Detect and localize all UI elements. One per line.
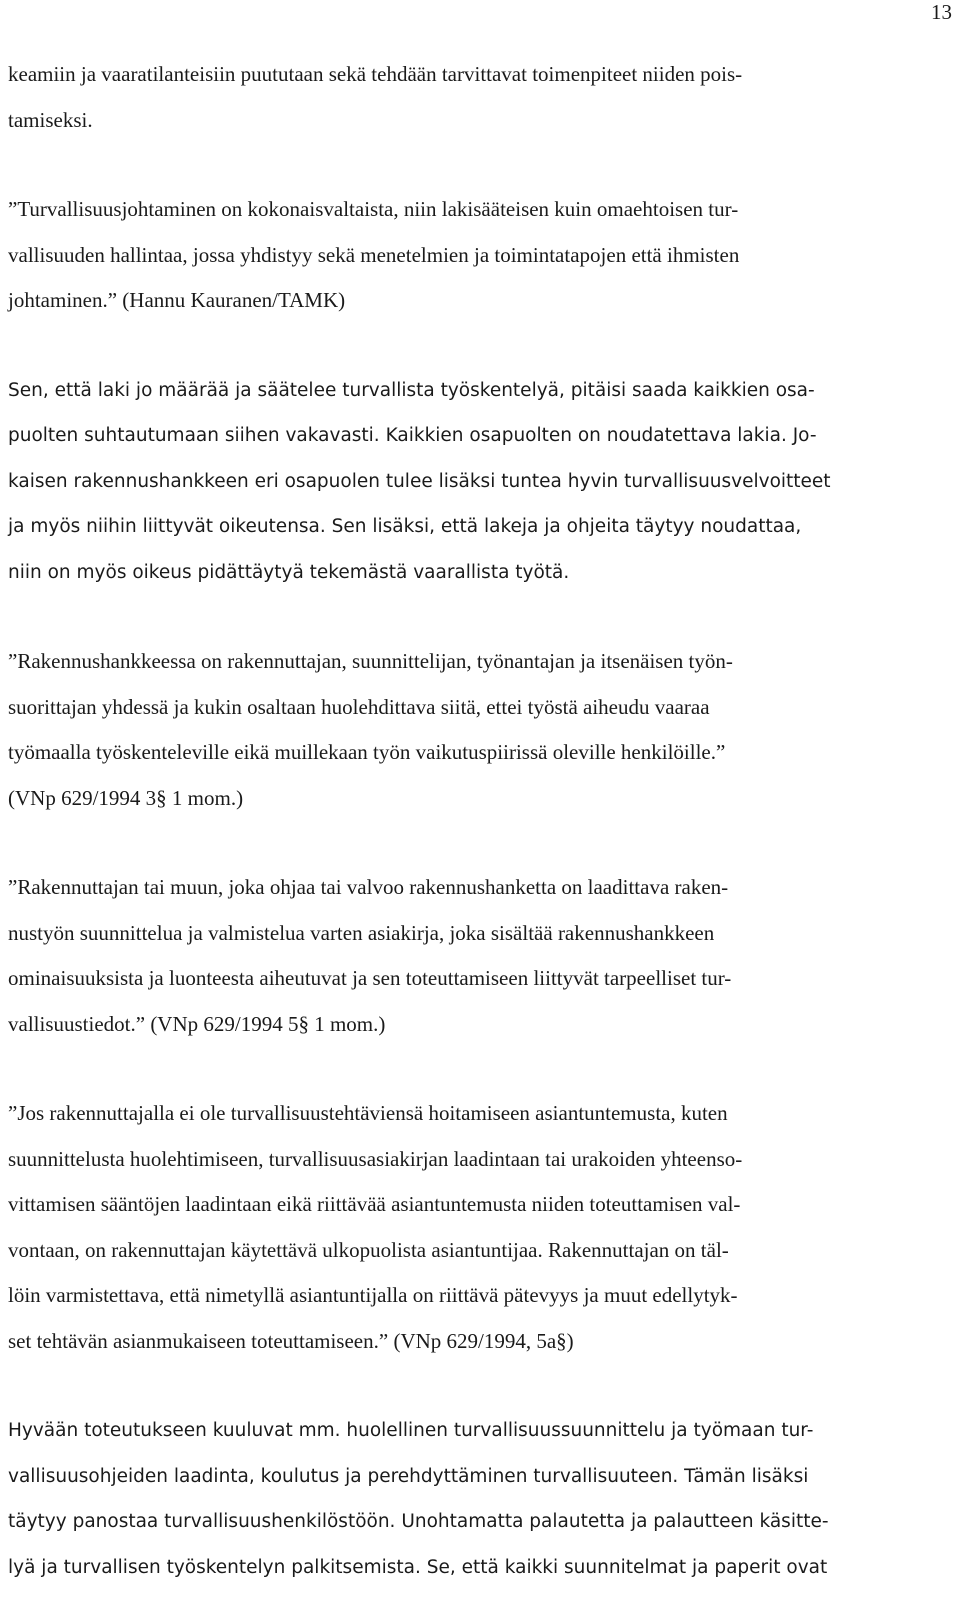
text-line: vontaan, on rakennuttajan käytettävä ulkopuolista asiantuntijaa. Rakennuttajan on täl-	[8, 1237, 729, 1262]
paragraph-good-implementation	[8, 1408, 924, 1590]
text-line: Hyvään toteutukseen kuuluvat mm. huolellinen turvallisuussuunnittelu ja työmaan tur-	[8, 1420, 814, 1441]
text-line: suunnittelusta huolehtimiseen, turvallisuusasiakirjan laadintaan tai urakoiden yhteenso-	[8, 1146, 743, 1171]
quote-paragraph-vnp-5a	[8, 1091, 924, 1364]
text-line: puolten suhtautumaan siihen vakavasti. Kaikkien osapuolten on noudatettava lakia. Jo-	[8, 425, 817, 446]
quote-paragraph-safety-management	[8, 187, 924, 324]
page-number: 13	[931, 0, 952, 24]
text-line: kaisen rakennushankkeen eri osapuolen tulee lisäksi tuntea hyvin turvallisuusvelvoitteet	[8, 470, 831, 492]
text-line: vallisuusohjeiden laadinta, koulutus ja perehdyttäminen turvallisuuteen. Tämän lisäksi	[8, 1465, 809, 1487]
text-line: ”Turvallisuusjohtaminen on kokonaisvaltaista, niin lakisääteisen kuin omaehtoisen tur-	[8, 197, 739, 221]
text-line: täytyy panostaa turvallisuushenkilöstöön. Unohtamatta palautetta ja palautteen käsitte-	[8, 1511, 829, 1532]
paragraph-law-obligations	[8, 368, 924, 596]
text-line: nustyön suunnittelua ja valmistelua varten asiakirja, joka sisältää rakennushankkeen	[8, 920, 715, 945]
text-line: työmaalla työskenteleville eikä muillekaan työn vaikutuspiirissä oleville henkilöille.”	[8, 740, 726, 764]
text-line: ”Rakennushankkeessa on rakennuttajan, suunnittelijan, työnantajan ja itsenäisen työn-	[8, 649, 733, 673]
document-body	[8, 52, 924, 1590]
text-line: vittamisen sääntöjen laadintaan eikä riittävää asiantuntemusta niiden toteuttamisen val-	[8, 1192, 741, 1216]
paragraph-intro	[8, 52, 924, 143]
quote-paragraph-vnp-3	[8, 639, 924, 821]
text-line: vallisuuden hallintaa, jossa yhdistyy sekä menetelmien ja toimintatapojen että ihmisten	[8, 242, 740, 267]
text-line: lyä ja turvallisen työskentelyn palkitsemista. Se, että kaikki suunnitelmat ja paperit ovat	[8, 1556, 828, 1578]
text-line: löin varmistettava, että nimetyllä asiantuntijalla on riittävä pätevyys ja muut edellytyk-	[8, 1283, 738, 1307]
text-line: tamiseksi.	[8, 107, 93, 132]
text-line: suorittajan yhdessä ja kukin osaltaan huolehdittava siitä, ettei työstä aiheudu vaaraa	[8, 694, 710, 719]
text-line: Sen, että laki jo määrää ja säätelee turvallista työskentelyä, pitäisi saada kaikkien osa-	[8, 379, 815, 401]
quote-paragraph-vnp-5	[8, 865, 924, 1047]
text-line: vallisuustiedot.” (VNp 629/1994 5§ 1 mom.)	[8, 1011, 386, 1036]
text-line: (VNp 629/1994 3§ 1 mom.)	[8, 785, 244, 810]
text-line: set tehtävän asianmukaiseen toteuttamiseen.” (VNp 629/1994, 5a§)	[8, 1328, 574, 1353]
text-line: ”Rakennuttajan tai muun, joka ohjaa tai valvoo rakennushanketta on laadittava raken-	[8, 875, 729, 899]
text-line: ”Jos rakennuttajalla ei ole turvallisuustehtäviensä hoitamiseen asiantuntemusta, kuten	[8, 1101, 728, 1125]
text-line: keamiin ja vaaratilanteisiin puututaan sekä tehdään tarvittavat toimenpiteet niiden pois-	[8, 62, 743, 86]
text-line: ja myös niihin liittyvät oikeutensa. Sen lisäksi, että lakeja ja ohjeita täytyy noudattaa,	[8, 516, 802, 537]
text-line: ominaisuuksista ja luonteesta aiheutuvat ja sen toteuttamiseen liittyvät tarpeelliset tur-	[8, 966, 732, 990]
text-line: niin on myös oikeus pidättäytyä tekemästä vaarallista työtä.	[8, 561, 570, 583]
text-line: johtaminen.” (Hannu Kauranen/TAMK)	[8, 288, 346, 312]
